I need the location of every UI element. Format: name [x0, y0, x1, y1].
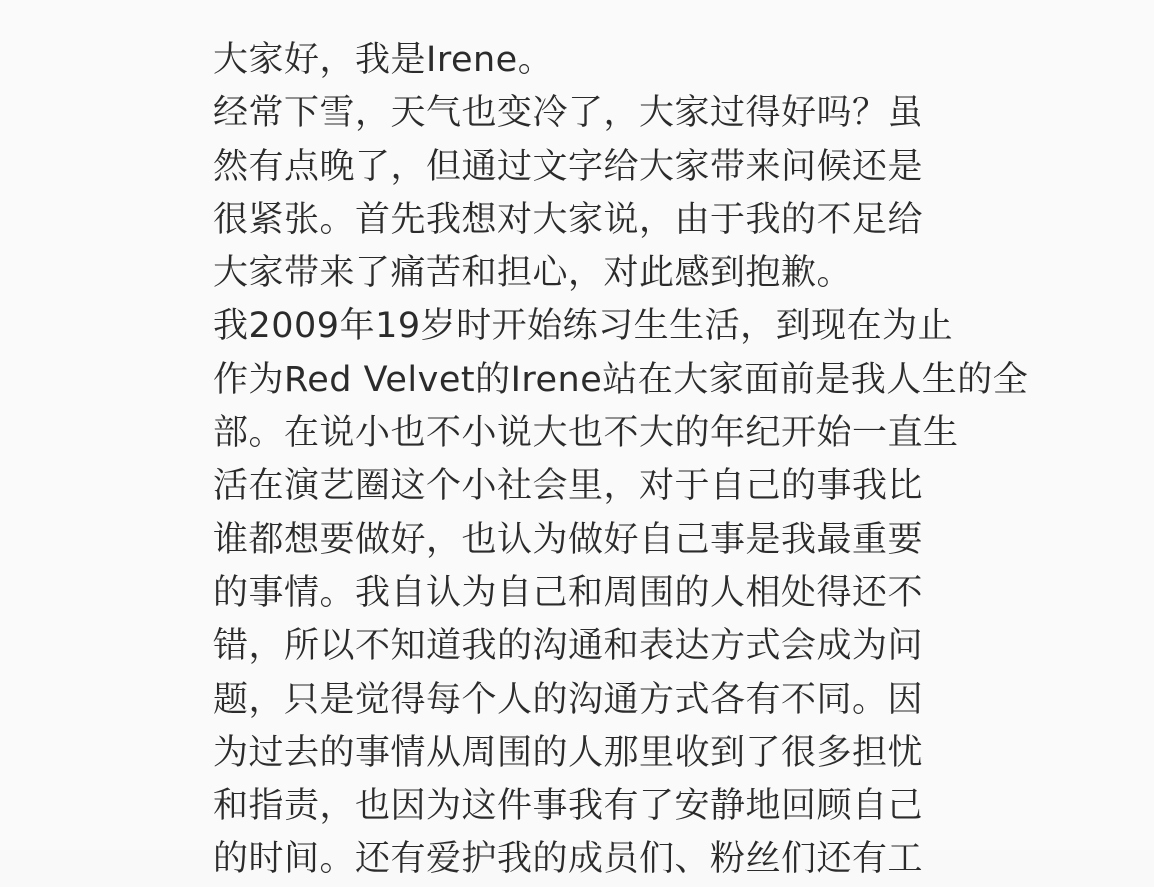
- text-line-4: 很紧张。首先我想对大家说，由于我的不足给: [213, 199, 924, 240]
- letter-text: [213, 34, 1029, 887]
- text-line-11: 的事情。我自认为自己和周围的人相处得还不: [213, 572, 924, 613]
- text-line-6: 我2009年19岁时开始练习生生活，到现在为止: [213, 306, 954, 347]
- text-line-10: 谁都想要做好，也认为做好自己事是我最重要: [213, 519, 924, 560]
- text-line-2: 经常下雪，天气也变冷了，大家过得好吗？虽: [213, 93, 924, 134]
- text-line-12: 错，所以不知道我的沟通和表达方式会成为问: [213, 626, 924, 667]
- text-line-15: 和指责，也因为这件事我有了安静地回顾自己: [213, 786, 924, 827]
- text-line-13: 题，只是觉得每个人的沟通方式各有不同。因: [213, 679, 924, 720]
- text-line-16: 的时间。还有爱护我的成员们、粉丝们还有工: [213, 839, 924, 880]
- text-line-1: 大家好，我是Irene。: [213, 40, 554, 80]
- text-line-5: 大家带来了痛苦和担心，对此感到抱歉。: [213, 253, 853, 294]
- text-line-8: 部。在说小也不小说大也不大的年纪开始一直生: [213, 413, 959, 454]
- text-line-14: 为过去的事情从周围的人那里收到了很多担忧: [213, 732, 924, 773]
- text-line-7: 作为Red Velvet的Irene站在大家面前是我人生的全: [213, 359, 1029, 400]
- text-line-3: 然有点晚了，但通过文字给大家带来问候还是: [213, 146, 924, 187]
- text-line-9: 活在演艺圈这个小社会里，对于自己的事我比: [213, 466, 924, 507]
